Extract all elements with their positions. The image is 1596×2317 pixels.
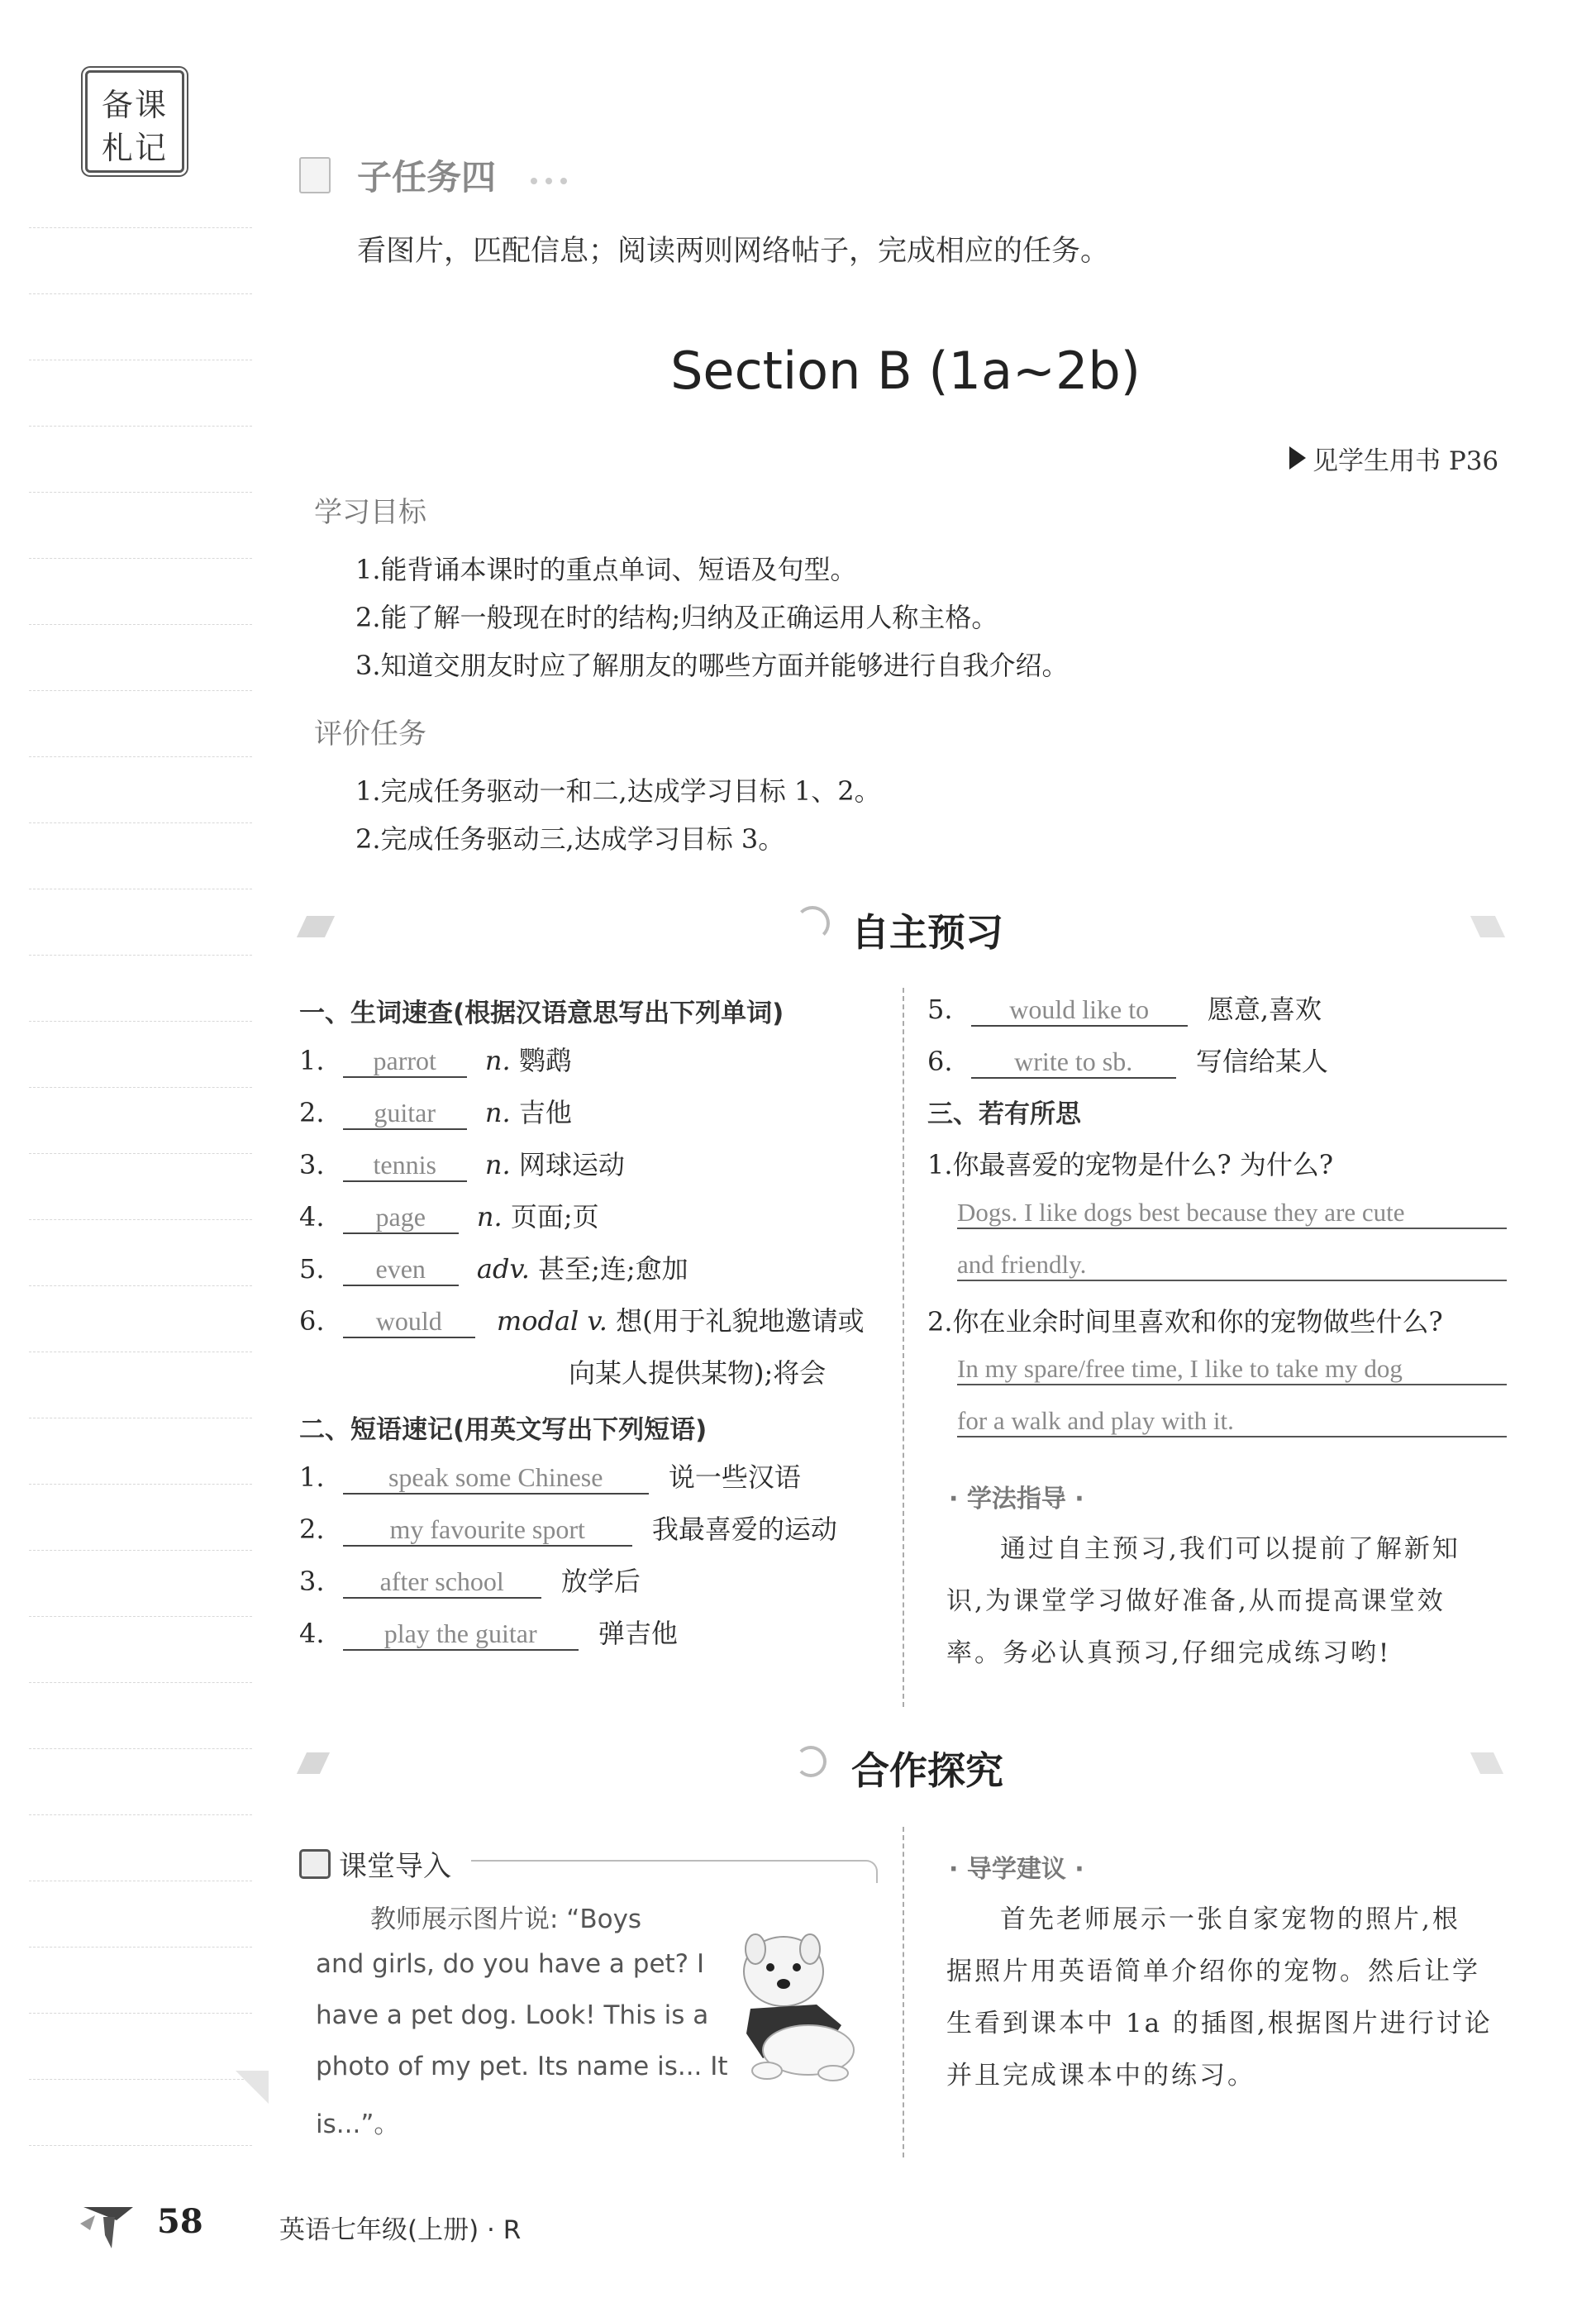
vocab-num: 5. [299,1253,325,1285]
vocab-pos: adv. [476,1253,530,1285]
guide-line: 并且完成课本中的练习。 [946,2061,1255,2091]
vocab-pos: n. [484,1045,511,1076]
vocab-row [299,1040,572,1078]
vocab-item6-cont: 向某人提供某物);将会 [569,1357,827,1389]
phrase-answer: after school [343,1566,541,1599]
phrase-meaning: 愿意,喜欢 [1207,994,1322,1025]
phrase-answer: speak some Chinese [343,1462,649,1495]
vocab-answer: guitar [343,1098,467,1130]
think-question: 2.你在业余时间里喜欢和你的宠物做些什么? [927,1306,1443,1337]
tip-line: 通过自主预习,我们可以提前了解新知 [1000,1534,1460,1564]
page-number: 58 [157,2202,203,2241]
magnifier-icon [795,1746,827,1777]
tip-line: 率。务必认真预习,仔细完成练习哟! [946,1638,1392,1668]
think-answer-line: for a walk and play with it. [957,1405,1507,1437]
phrase-row [299,1561,641,1599]
vocab-meaning: 页面;页 [510,1201,599,1232]
vocab-num: 6. [299,1305,325,1337]
vocab-pos: modal v. [496,1305,607,1337]
phrase-num: 6. [927,1046,953,1077]
phrase-meaning: 说一些汉语 [668,1461,801,1493]
eval-item: 2.完成任务驱动三,达成学习目标 3。 [355,823,785,855]
intro-line: and girls, do you have a pet? I [316,1949,705,1979]
phrase-num: 5. [927,994,953,1025]
vocab-num: 1. [299,1045,325,1076]
tip-heading: · 学法指导 · [949,1485,1084,1514]
vocab-meaning: 吉他 [518,1097,572,1128]
goals-heading: 学习目标 [314,496,426,529]
think-answer-line: Dogs. I like dogs best because they are cute [957,1197,1507,1229]
guide-line: 生看到课本中 1a 的插图,根据图片进行讨论 [946,2009,1493,2038]
vocab-pos: n. [476,1201,503,1232]
eval-item: 1.完成任务驱动一和二,达成学习目标 1、2。 [355,775,881,807]
vocab-meaning: 甚至;连;愈加 [538,1253,688,1285]
phrase-meaning: 写信给某人 [1195,1046,1328,1077]
triangle-icon [1289,446,1306,470]
vocab-answer: parrot [343,1046,467,1078]
intro-icon [299,1849,331,1879]
column-divider [903,988,904,1707]
vocab-meaning: 鹦鹉 [518,1045,572,1076]
vocab-row [299,1248,688,1286]
dog-illustration [717,1926,866,2083]
phrases-heading: 二、短语速记(用英文写出下列短语) [299,1415,707,1445]
guide-line: 据照片用英语简单介绍你的宠物。然后让学 [946,1957,1480,1986]
goal-item: 1.能背诵本课时的重点单词、短语及句型。 [355,554,857,585]
arc-icon [795,906,830,941]
coop-banner: 合作探究 [851,1748,1003,1793]
phrase-answer: my favourite sport [343,1514,632,1547]
intro-line: is...”。 [316,2110,400,2139]
phrase-meaning: 放学后 [560,1566,641,1597]
vocab-num: 3. [299,1149,325,1180]
subtask-instruction: 看图片，匹配信息；阅读两则网络帖子，完成相应的任务。 [357,235,1110,268]
banner-left-deco [297,916,335,937]
think-answer-line: In my spare/free time, I like to take my dog [957,1353,1507,1385]
vocab-heading: 一、生词速查(根据汉语意思写出下列单词) [299,999,784,1028]
margin-deco-triangle [236,2071,269,2104]
vocab-pos: n. [484,1149,511,1180]
vocab-row [299,1092,572,1130]
vocab-num: 2. [299,1097,325,1128]
section-title: Section B (1a~2b) [670,341,1141,401]
vocab-row [299,1196,599,1234]
intro-line: photo of my pet. Its name is... It [316,2052,728,2081]
guide-line: 首先老师展示一张自家宠物的照片,根 [1000,1905,1460,1934]
think-question: 1.你最喜爱的宠物是什么? 为什么? [927,1149,1334,1180]
intro-line: have a pet dog. Look! This is a [316,2000,709,2030]
self-study-banner: 自主预习 [851,910,1003,955]
banner-left-deco [297,1752,330,1774]
goal-item: 2.能了解一般现在时的结构;归纳及正确运用人称主格。 [355,602,998,633]
banner-right-deco [1470,916,1505,937]
vocab-answer: tennis [343,1150,467,1182]
vocab-meaning: 想(用于礼貌地邀请或 [616,1305,865,1337]
vocab-num: 4. [299,1201,325,1232]
phrase-num: 2. [299,1514,325,1545]
phrase-num: 3. [299,1566,325,1597]
notebook-icon [299,157,331,193]
notes-stamp [85,70,184,173]
intro-heading: 课堂导入 [339,1850,451,1883]
vocab-row [299,1300,865,1338]
vocab-row [299,1144,625,1182]
phrase-answer: play the guitar [343,1619,579,1651]
phrase-row [927,1041,1328,1079]
phrase-row [927,989,1322,1027]
coop-divider [903,1827,904,2157]
phrase-answer: write to sb. [971,1046,1176,1079]
intro-heading-rule [471,1860,878,1883]
book-title: 英语七年级(上册) · R [279,2215,522,2245]
vocab-pos: n. [484,1097,511,1128]
subtask-title: 子任务四 [357,157,497,198]
phrase-answer: would like to [971,994,1188,1027]
tip-line: 识,为课堂学习做好准备,从而提高课堂效 [946,1586,1446,1616]
vocab-answer: would [343,1306,475,1338]
stamp-line-1: 备课 [101,87,168,123]
think-answer-line: and friendly. [957,1249,1507,1281]
eval-heading: 评价任务 [314,718,426,751]
vocab-answer: page [343,1202,459,1234]
vocab-answer: even [343,1254,459,1286]
think-heading: 三、若有所思 [927,1099,1081,1129]
vocab-meaning: 网球运动 [518,1149,625,1180]
phrase-row [299,1509,837,1547]
guide-heading: · 导学建议 · [949,1855,1084,1884]
stamp-line-2: 札记 [101,130,168,166]
page-corner-logo [79,2199,138,2250]
subtask-dots [531,172,567,188]
banner-right-deco [1470,1752,1503,1774]
phrase-num: 4. [299,1618,325,1649]
phrase-meaning: 弹吉他 [598,1618,678,1649]
phrase-meaning: 我最喜爱的运动 [651,1514,837,1545]
phrase-row [299,1613,678,1651]
phrase-num: 1. [299,1461,325,1493]
ref-note: 见学生用书 P36 [1313,446,1499,476]
intro-line: 教师展示图片说: “Boys [370,1905,642,1934]
phrase-row [299,1456,801,1495]
goal-item: 3.知道交朋友时应了解朋友的哪些方面并能够进行自我介绍。 [355,650,1069,681]
